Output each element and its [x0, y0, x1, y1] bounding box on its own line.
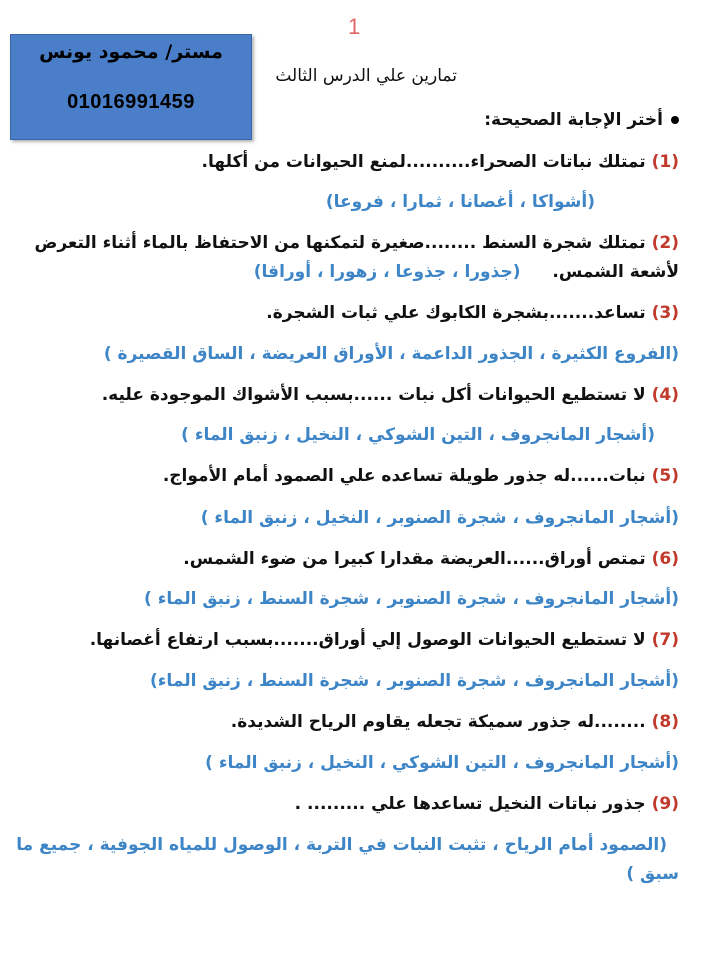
question-7-options: (أشجار المانجروف ، شجرة الصنوبر ، شجرة السنط ، زنبق الماء)	[149, 671, 679, 691]
teacher-name: مستر/ محمود يونس	[39, 41, 223, 63]
instruction-text: أختر الإجابة الصحيحة:	[484, 110, 663, 130]
question-text: لا تستطيع الحيوانات الوصول إلي أوراق.......بسبب ارتفاع أغصانها.	[89, 630, 646, 650]
question-text: ........له جذور سميكة تجعله يقاوم الرياح الشديدة.	[230, 712, 646, 732]
question-7	[90, 630, 679, 650]
question-number: (4)	[651, 385, 679, 405]
question-8-options: (أشجار المانجروف ، التين الشوكي ، النخيل ، زنبق الماء )	[205, 753, 679, 773]
question-text: جذور نباتات النخيل تساعدها علي ......... .	[294, 794, 646, 814]
question-number: (7)	[651, 630, 679, 650]
question-2-options: (جذورا ، جذوعا ، زهورا ، أوراقا)	[253, 262, 521, 282]
question-text: نبات......له جذور طويلة تساعده علي الصمود أمام الأمواج.	[162, 466, 646, 486]
question-text: تساعد.......بشجرة الكابوك علي ثبات الشجرة.	[266, 303, 646, 323]
question-1-options: (أشواكا ، أغصانا ، ثمارا ، فروعا)	[325, 192, 595, 212]
question-3	[266, 303, 679, 323]
instruction	[484, 110, 679, 130]
question-4	[102, 385, 679, 405]
question-3-options: (الفروع الكثيرة ، الجذور الداعمة ، الأوراق العريضة ، الساق القصيرة )	[103, 344, 679, 364]
question-text: تمتص أوراق......العريضة مقدارا كبيرا من ضوء الشمس.	[183, 549, 646, 569]
teacher-phone: 01016991459	[67, 91, 195, 113]
question-text: تمتلك نباتات الصحراء..........لمنع الحيوانات من أكلها.	[201, 152, 646, 172]
question-number: (2)	[651, 233, 679, 253]
page-number: 1	[348, 14, 361, 39]
bullet-icon	[671, 116, 679, 124]
question-2-line-2	[254, 262, 679, 282]
question-number: (5)	[651, 466, 679, 486]
question-2	[34, 233, 679, 253]
question-number: (9)	[651, 794, 679, 814]
question-text: لا تستطيع الحيوانات أكل نبات ......بسبب الأشواك الموجودة عليه.	[101, 385, 646, 405]
question-5-options: (أشجار المانجروف ، شجرة الصنوبر ، النخيل ، زنبق الماء )	[200, 508, 679, 528]
question-text: تمتلك شجرة السنط ........صغيرة لتمكنها من الاحتفاظ بالماء أثناء التعرض	[34, 233, 646, 253]
question-9-options-cont: سبق )	[626, 864, 679, 884]
question-number: (1)	[651, 152, 679, 172]
question-number: (6)	[651, 549, 679, 569]
question-number: (8)	[651, 712, 679, 732]
question-6-options: (أشجار المانجروف ، شجرة الصنوبر ، شجرة السنط ، زنبق الماء )	[144, 589, 679, 609]
question-6	[183, 549, 679, 569]
question-1	[202, 152, 679, 172]
question-9	[295, 794, 679, 814]
question-number: (3)	[651, 303, 679, 323]
question-9-options: (الصمود أمام الرياح ، تثبت النبات في التربة ، الوصول للمياه الجوفية ، جميع ما	[16, 835, 667, 855]
question-8	[231, 712, 679, 732]
teacher-name-box	[10, 34, 252, 140]
worksheet-title: تمارين علي الدرس الثالث	[275, 66, 457, 86]
question-4-options: (أشجار المانجروف ، التين الشوكي ، النخيل ، زنبق الماء )	[181, 425, 655, 445]
question-5	[163, 466, 679, 486]
question-text-cont: لأشعة الشمس.	[552, 262, 679, 282]
